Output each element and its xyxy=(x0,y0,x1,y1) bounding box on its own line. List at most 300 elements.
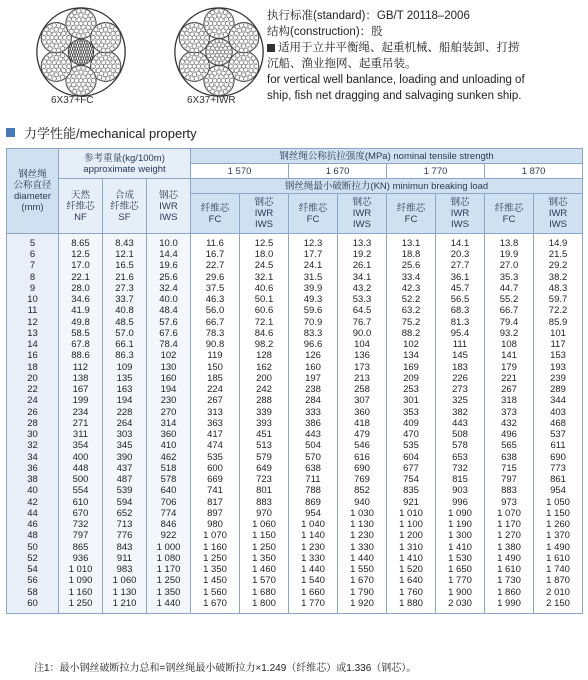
weight-cell: 48.5 xyxy=(103,317,147,328)
breaking-load-cell: 85.9 xyxy=(534,317,583,328)
breaking-load-cell: 1 010 xyxy=(387,508,436,519)
table-body xyxy=(7,234,583,614)
breaking-load-cell: 677 xyxy=(387,463,436,474)
breaking-load-cell: 513 xyxy=(240,440,289,451)
breaking-load-cell: 690 xyxy=(338,463,387,474)
breaking-load-cell: 200 xyxy=(240,373,289,384)
table-row xyxy=(7,530,583,541)
breaking-load-cell: 1 790 xyxy=(338,587,387,598)
breaking-load-cell: 48.3 xyxy=(534,283,583,294)
weight-cell: 163 xyxy=(103,384,147,395)
breaking-load-cell: 616 xyxy=(338,452,387,463)
table-row xyxy=(7,575,583,586)
breaking-load-cell: 1 460 xyxy=(240,564,289,575)
breaking-load-cell: 1 550 xyxy=(338,564,387,575)
table-row xyxy=(7,373,583,384)
breaking-load-cell: 883 xyxy=(485,485,534,496)
weight-cell: 360 xyxy=(147,429,191,440)
breaking-load-cell: 33.4 xyxy=(387,272,436,283)
weight-cell: 640 xyxy=(147,485,191,496)
diameter-cell: 44 xyxy=(7,508,59,519)
breaking-load-cell: 13.1 xyxy=(387,234,436,250)
square-bullet-icon xyxy=(6,128,15,137)
weight-cell: 271 xyxy=(59,418,103,429)
table-row xyxy=(7,542,583,553)
table-row xyxy=(7,350,583,361)
weight-cell: 652 xyxy=(103,508,147,519)
breaking-load-cell: 546 xyxy=(338,440,387,451)
breaking-load-cell: 29.2 xyxy=(534,260,583,271)
breaking-load-cell: 537 xyxy=(534,429,583,440)
breaking-load-cell: 504 xyxy=(289,440,338,451)
weight-cell: 1 010 xyxy=(59,564,103,575)
diameter-cell: 60 xyxy=(7,598,59,614)
breaking-load-cell: 136 xyxy=(338,350,387,361)
breaking-load-cell: 288 xyxy=(240,395,289,406)
breaking-load-cell: 1 760 xyxy=(387,587,436,598)
breaking-load-cell: 90.0 xyxy=(338,328,387,339)
weight-cell: 706 xyxy=(147,497,191,508)
weight-cell: 17.0 xyxy=(59,260,103,271)
breaking-load-cell: 29.6 xyxy=(191,272,240,283)
table-row xyxy=(7,519,583,530)
breaking-load-cell: 393 xyxy=(240,418,289,429)
table-row xyxy=(7,362,583,373)
breaking-load-cell: 973 xyxy=(485,497,534,508)
breaking-load-cell: 2 150 xyxy=(534,598,583,614)
breaking-load-cell: 1 860 xyxy=(485,587,534,598)
diameter-cell: 56 xyxy=(7,575,59,586)
rope-cross-section-fc-image xyxy=(35,6,127,98)
breaking-load-cell: 852 xyxy=(338,485,387,496)
weight-cell: 1 090 xyxy=(59,575,103,586)
breaking-load-cell: 42.3 xyxy=(387,283,436,294)
weight-cell: 194 xyxy=(147,384,191,395)
diameter-cell: 18 xyxy=(7,362,59,373)
breaking-load-cell: 1 900 xyxy=(436,587,485,598)
header-weight-sf: 合成 纤维芯 SF xyxy=(103,179,147,234)
breaking-load-cell: 104 xyxy=(338,339,387,350)
breaking-load-cell: 1 440 xyxy=(338,553,387,564)
breaking-load-cell: 479 xyxy=(338,429,387,440)
weight-cell: 14.4 xyxy=(147,249,191,260)
breaking-load-cell: 179 xyxy=(485,362,534,373)
breaking-load-cell: 1 670 xyxy=(338,575,387,586)
breaking-load-cell: 1 680 xyxy=(240,587,289,598)
weight-cell: 112 xyxy=(59,362,103,373)
header-fc: 纤维芯 FC xyxy=(191,194,240,234)
breaking-load-cell: 126 xyxy=(289,350,338,361)
breaking-load-cell: 239 xyxy=(534,373,583,384)
breaking-load-cell: 638 xyxy=(289,463,338,474)
breaking-load-cell: 653 xyxy=(436,452,485,463)
diameter-cell: 10 xyxy=(7,294,59,305)
breaking-load-cell: 238 xyxy=(289,384,338,395)
breaking-load-cell: 1 140 xyxy=(289,530,338,541)
weight-cell: 58.5 xyxy=(59,328,103,339)
weight-cell: 797 xyxy=(59,530,103,541)
breaking-load-cell: 38.2 xyxy=(534,272,583,283)
table-row xyxy=(7,339,583,350)
breaking-load-cell: 185 xyxy=(191,373,240,384)
table-row xyxy=(7,440,583,451)
weight-cell: 57.0 xyxy=(103,328,147,339)
weight-cell: 130 xyxy=(147,362,191,373)
weight-cell: 28.0 xyxy=(59,283,103,294)
breaking-load-cell: 318 xyxy=(485,395,534,406)
breaking-load-cell: 604 xyxy=(387,452,436,463)
breaking-load-cell: 996 xyxy=(436,497,485,508)
weight-cell: 1 350 xyxy=(147,587,191,598)
breaking-load-cell: 1 150 xyxy=(534,508,583,519)
weight-cell: 448 xyxy=(59,463,103,474)
breaking-load-cell: 25.6 xyxy=(387,260,436,271)
breaking-load-cell: 79.4 xyxy=(485,317,534,328)
header-grade: 1 670 xyxy=(289,164,387,179)
diameter-cell: 30 xyxy=(7,429,59,440)
breaking-load-cell: 56.0 xyxy=(191,305,240,316)
breaking-load-cell: 535 xyxy=(387,440,436,451)
breaking-load-cell: 409 xyxy=(387,418,436,429)
breaking-load-cell: 382 xyxy=(436,407,485,418)
breaking-load-cell: 1 230 xyxy=(338,530,387,541)
weight-cell: 25.6 xyxy=(147,272,191,283)
breaking-load-cell: 1 190 xyxy=(436,519,485,530)
breaking-load-cell: 1 490 xyxy=(485,553,534,564)
table-row xyxy=(7,272,583,283)
weight-cell: 303 xyxy=(103,429,147,440)
spec-block xyxy=(267,8,585,104)
table-row xyxy=(7,305,583,316)
breaking-load-cell: 1 800 xyxy=(240,598,289,614)
weight-cell: 199 xyxy=(59,395,103,406)
breaking-load-cell: 817 xyxy=(191,497,240,508)
breaking-load-cell: 861 xyxy=(534,474,583,485)
breaking-load-cell: 301 xyxy=(387,395,436,406)
diameter-cell: 8 xyxy=(7,272,59,283)
breaking-load-cell: 66.7 xyxy=(191,317,240,328)
breaking-load-cell: 418 xyxy=(338,418,387,429)
diameter-cell: 36 xyxy=(7,463,59,474)
breaking-load-cell: 1 380 xyxy=(485,542,534,553)
breaking-load-cell: 344 xyxy=(534,395,583,406)
weight-cell: 48.4 xyxy=(147,305,191,316)
breaking-load-cell: 14.9 xyxy=(534,234,583,250)
weight-cell: 1 130 xyxy=(103,587,147,598)
breaking-load-cell: 75.2 xyxy=(387,317,436,328)
weight-cell: 400 xyxy=(59,452,103,463)
weight-cell: 390 xyxy=(103,452,147,463)
breaking-load-cell: 468 xyxy=(534,418,583,429)
breaking-load-cell: 669 xyxy=(191,474,240,485)
weight-cell: 922 xyxy=(147,530,191,541)
diameter-cell: 22 xyxy=(7,384,59,395)
rope-label-fc: 6X37+FC xyxy=(51,95,94,106)
breaking-load-cell: 59.7 xyxy=(534,294,583,305)
diameter-cell: 34 xyxy=(7,452,59,463)
weight-cell: 102 xyxy=(147,350,191,361)
breaking-load-cell: 11.6 xyxy=(191,234,240,250)
weight-cell: 135 xyxy=(103,373,147,384)
weight-cell: 12.5 xyxy=(59,249,103,260)
breaking-load-cell: 903 xyxy=(436,485,485,496)
breaking-load-cell: 1 170 xyxy=(485,519,534,530)
weight-cell: 865 xyxy=(59,542,103,553)
weight-cell: 670 xyxy=(59,508,103,519)
usage-en-line-1: for vertical well banlance, loading and unloading of xyxy=(267,74,525,86)
diameter-cell: 13 xyxy=(7,328,59,339)
breaking-load-cell: 209 xyxy=(387,373,436,384)
section-heading xyxy=(6,123,197,141)
breaking-load-cell: 1 730 xyxy=(485,575,534,586)
breaking-load-cell: 1 250 xyxy=(240,542,289,553)
diameter-cell: 20 xyxy=(7,373,59,384)
table-row xyxy=(7,294,583,305)
diameter-cell: 52 xyxy=(7,553,59,564)
breaking-load-cell: 63.2 xyxy=(387,305,436,316)
rope-label-iwr: 6X37+IWR xyxy=(187,95,236,106)
table-row xyxy=(7,452,583,463)
weight-cell: 410 xyxy=(147,440,191,451)
weight-cell: 1 000 xyxy=(147,542,191,553)
breaking-load-cell: 940 xyxy=(338,497,387,508)
weight-cell: 16.5 xyxy=(103,260,147,271)
weight-cell: 843 xyxy=(103,542,147,553)
breaking-load-cell: 59.6 xyxy=(289,305,338,316)
breaking-load-cell: 1 060 xyxy=(240,519,289,530)
mechanical-property-table xyxy=(6,148,583,614)
breaking-load-cell: 1 070 xyxy=(485,508,534,519)
weight-cell: 314 xyxy=(147,418,191,429)
breaking-load-cell: 1 440 xyxy=(289,564,338,575)
breaking-load-cell: 451 xyxy=(240,429,289,440)
breaking-load-cell: 145 xyxy=(436,350,485,361)
weight-cell: 67.8 xyxy=(59,339,103,350)
breaking-load-cell: 14.1 xyxy=(436,234,485,250)
breaking-load-cell: 267 xyxy=(191,395,240,406)
weight-cell: 594 xyxy=(103,497,147,508)
weight-cell: 22.1 xyxy=(59,272,103,283)
breaking-load-cell: 17.7 xyxy=(289,249,338,260)
weight-cell: 78.4 xyxy=(147,339,191,350)
usage-cn-line-1 xyxy=(267,40,585,56)
breaking-load-cell: 72.1 xyxy=(240,317,289,328)
weight-cell: 1 250 xyxy=(59,598,103,614)
breaking-load-cell: 70.9 xyxy=(289,317,338,328)
weight-cell: 774 xyxy=(147,508,191,519)
usage-en-line-2: ship, fish net dragging and salvaging sunken ship. xyxy=(267,90,522,102)
weight-cell: 12.1 xyxy=(103,249,147,260)
breaking-load-cell: 443 xyxy=(289,429,338,440)
breaking-load-cell: 52.2 xyxy=(387,294,436,305)
breaking-load-cell: 134 xyxy=(387,350,436,361)
breaking-load-cell: 611 xyxy=(534,440,583,451)
breaking-load-cell: 13.8 xyxy=(485,234,534,250)
breaking-load-cell: 98.2 xyxy=(240,339,289,350)
breaking-load-cell: 24.5 xyxy=(240,260,289,271)
table-row xyxy=(7,418,583,429)
header-breaking-load: 钢丝绳最小破断拉力(KN) minimun breaking load xyxy=(191,179,583,194)
breaking-load-cell: 55.2 xyxy=(485,294,534,305)
breaking-load-cell: 1 640 xyxy=(387,575,436,586)
breaking-load-cell: 1 610 xyxy=(534,553,583,564)
breaking-load-cell: 715 xyxy=(485,463,534,474)
breaking-load-cell: 226 xyxy=(436,373,485,384)
breaking-load-cell: 1 050 xyxy=(534,497,583,508)
breaking-load-cell: 690 xyxy=(534,452,583,463)
breaking-load-cell: 1 130 xyxy=(338,519,387,530)
breaking-load-cell: 49.3 xyxy=(289,294,338,305)
table-row xyxy=(7,317,583,328)
breaking-load-cell: 32.1 xyxy=(240,272,289,283)
breaking-load-cell: 1 030 xyxy=(338,508,387,519)
weight-cell: 437 xyxy=(103,463,147,474)
breaking-load-cell: 797 xyxy=(485,474,534,485)
table-row xyxy=(7,407,583,418)
breaking-load-cell: 578 xyxy=(436,440,485,451)
section-title: 力学性能/mechanical property xyxy=(24,125,197,141)
breaking-load-cell: 2 010 xyxy=(534,587,583,598)
diameter-cell: 54 xyxy=(7,564,59,575)
breaking-load-cell: 363 xyxy=(191,418,240,429)
breaking-load-cell: 801 xyxy=(240,485,289,496)
diameter-cell: 58 xyxy=(7,587,59,598)
rope-cross-section-iwr-image xyxy=(173,6,265,98)
header-grade: 1 770 xyxy=(387,164,485,179)
bullet-icon xyxy=(267,44,275,52)
breaking-load-cell: 1 450 xyxy=(191,575,240,586)
diameter-cell: 28 xyxy=(7,418,59,429)
diameter-cell: 46 xyxy=(7,519,59,530)
breaking-load-cell: 12.5 xyxy=(240,234,289,250)
diameter-cell: 38 xyxy=(7,474,59,485)
breaking-load-cell: 649 xyxy=(240,463,289,474)
weight-cell: 10.0 xyxy=(147,234,191,250)
breaking-load-cell: 64.5 xyxy=(338,305,387,316)
breaking-load-cell: 221 xyxy=(485,373,534,384)
breaking-load-cell: 2 030 xyxy=(436,598,485,614)
breaking-load-cell: 160 xyxy=(289,362,338,373)
table-row xyxy=(7,429,583,440)
breaking-load-cell: 18.0 xyxy=(240,249,289,260)
breaking-load-cell: 1 740 xyxy=(534,564,583,575)
weight-cell: 936 xyxy=(59,553,103,564)
breaking-load-cell: 1 150 xyxy=(240,530,289,541)
breaking-load-cell: 565 xyxy=(485,440,534,451)
table-row xyxy=(7,283,583,294)
diameter-cell: 11 xyxy=(7,305,59,316)
breaking-load-cell: 43.2 xyxy=(338,283,387,294)
weight-cell: 539 xyxy=(103,485,147,496)
weight-cell: 8.65 xyxy=(59,234,103,250)
breaking-load-cell: 36.1 xyxy=(436,272,485,283)
table-row xyxy=(7,598,583,614)
breaking-load-cell: 1 650 xyxy=(436,564,485,575)
breaking-load-cell: 284 xyxy=(289,395,338,406)
weight-cell: 713 xyxy=(103,519,147,530)
breaking-load-cell: 1 270 xyxy=(485,530,534,541)
breaking-load-cell: 102 xyxy=(387,339,436,350)
breaking-load-cell: 101 xyxy=(534,328,583,339)
weight-cell: 194 xyxy=(103,395,147,406)
breaking-load-cell: 313 xyxy=(191,407,240,418)
breaking-load-cell: 78.3 xyxy=(191,328,240,339)
property-table-wrapper xyxy=(6,148,582,614)
header-weight: 参考重量(kg/100m) approximate weight xyxy=(59,149,191,179)
breaking-load-cell: 1 350 xyxy=(191,564,240,575)
breaking-load-cell: 224 xyxy=(191,384,240,395)
header-iwr: 钢芯 IWR IWS xyxy=(436,194,485,234)
weight-cell: 264 xyxy=(103,418,147,429)
breaking-load-cell: 66.7 xyxy=(485,305,534,316)
breaking-load-cell: 50.1 xyxy=(240,294,289,305)
breaking-load-cell: 1 880 xyxy=(387,598,436,614)
diameter-cell: 42 xyxy=(7,497,59,508)
breaking-load-cell: 1 200 xyxy=(387,530,436,541)
breaking-load-cell: 83.3 xyxy=(289,328,338,339)
breaking-load-cell: 921 xyxy=(387,497,436,508)
header-tensile-strength: 钢丝绳公称抗拉强度(MPa) nominal tensile strength xyxy=(191,149,583,164)
breaking-load-cell: 638 xyxy=(485,452,534,463)
weight-cell: 1 060 xyxy=(103,575,147,586)
header-diameter: 钢丝绳 公称直径 diameter (mm) xyxy=(7,149,59,234)
breaking-load-cell: 27.0 xyxy=(485,260,534,271)
header-fc: 纤维芯 FC xyxy=(289,194,338,234)
breaking-load-cell: 1 920 xyxy=(338,598,387,614)
table-row xyxy=(7,249,583,260)
breaking-load-cell: 353 xyxy=(387,407,436,418)
breaking-load-cell: 150 xyxy=(191,362,240,373)
weight-cell: 228 xyxy=(103,407,147,418)
breaking-load-cell: 253 xyxy=(387,384,436,395)
standard-line: 执行标准(standard)：GB/T 20118–2006 xyxy=(267,10,470,22)
weight-cell: 983 xyxy=(103,564,147,575)
breaking-load-cell: 213 xyxy=(338,373,387,384)
breaking-load-cell: 954 xyxy=(289,508,338,519)
breaking-load-cell: 339 xyxy=(240,407,289,418)
breaking-load-cell: 741 xyxy=(191,485,240,496)
breaking-load-cell: 1 230 xyxy=(289,542,338,553)
breaking-load-cell: 711 xyxy=(289,474,338,485)
header-iwr: 钢芯 IWR IWS xyxy=(338,194,387,234)
weight-cell: 86.3 xyxy=(103,350,147,361)
weight-cell: 66.1 xyxy=(103,339,147,350)
header-weight-iwr: 钢芯 IWR IWS xyxy=(147,179,191,234)
breaking-load-cell: 53.3 xyxy=(338,294,387,305)
breaking-load-cell: 1 660 xyxy=(289,587,338,598)
weight-cell: 518 xyxy=(147,463,191,474)
breaking-load-cell: 111 xyxy=(436,339,485,350)
breaking-load-cell: 197 xyxy=(289,373,338,384)
breaking-load-cell: 19.9 xyxy=(485,249,534,260)
breaking-load-cell: 40.6 xyxy=(240,283,289,294)
breaking-load-cell: 173 xyxy=(338,362,387,373)
weight-cell: 41.9 xyxy=(59,305,103,316)
weight-cell: 21.6 xyxy=(103,272,147,283)
breaking-load-cell: 1 560 xyxy=(191,587,240,598)
breaking-load-cell: 474 xyxy=(191,440,240,451)
diameter-cell: 14 xyxy=(7,339,59,350)
breaking-load-cell: 1 300 xyxy=(436,530,485,541)
breaking-load-cell: 325 xyxy=(436,395,485,406)
breaking-load-cell: 193 xyxy=(534,362,583,373)
header-weight-nf: 天然 纤维芯 NF xyxy=(59,179,103,234)
product-header xyxy=(0,0,588,118)
weight-cell: 1 440 xyxy=(147,598,191,614)
breaking-load-cell: 432 xyxy=(485,418,534,429)
table-row xyxy=(7,564,583,575)
breaking-load-cell: 1 330 xyxy=(338,542,387,553)
